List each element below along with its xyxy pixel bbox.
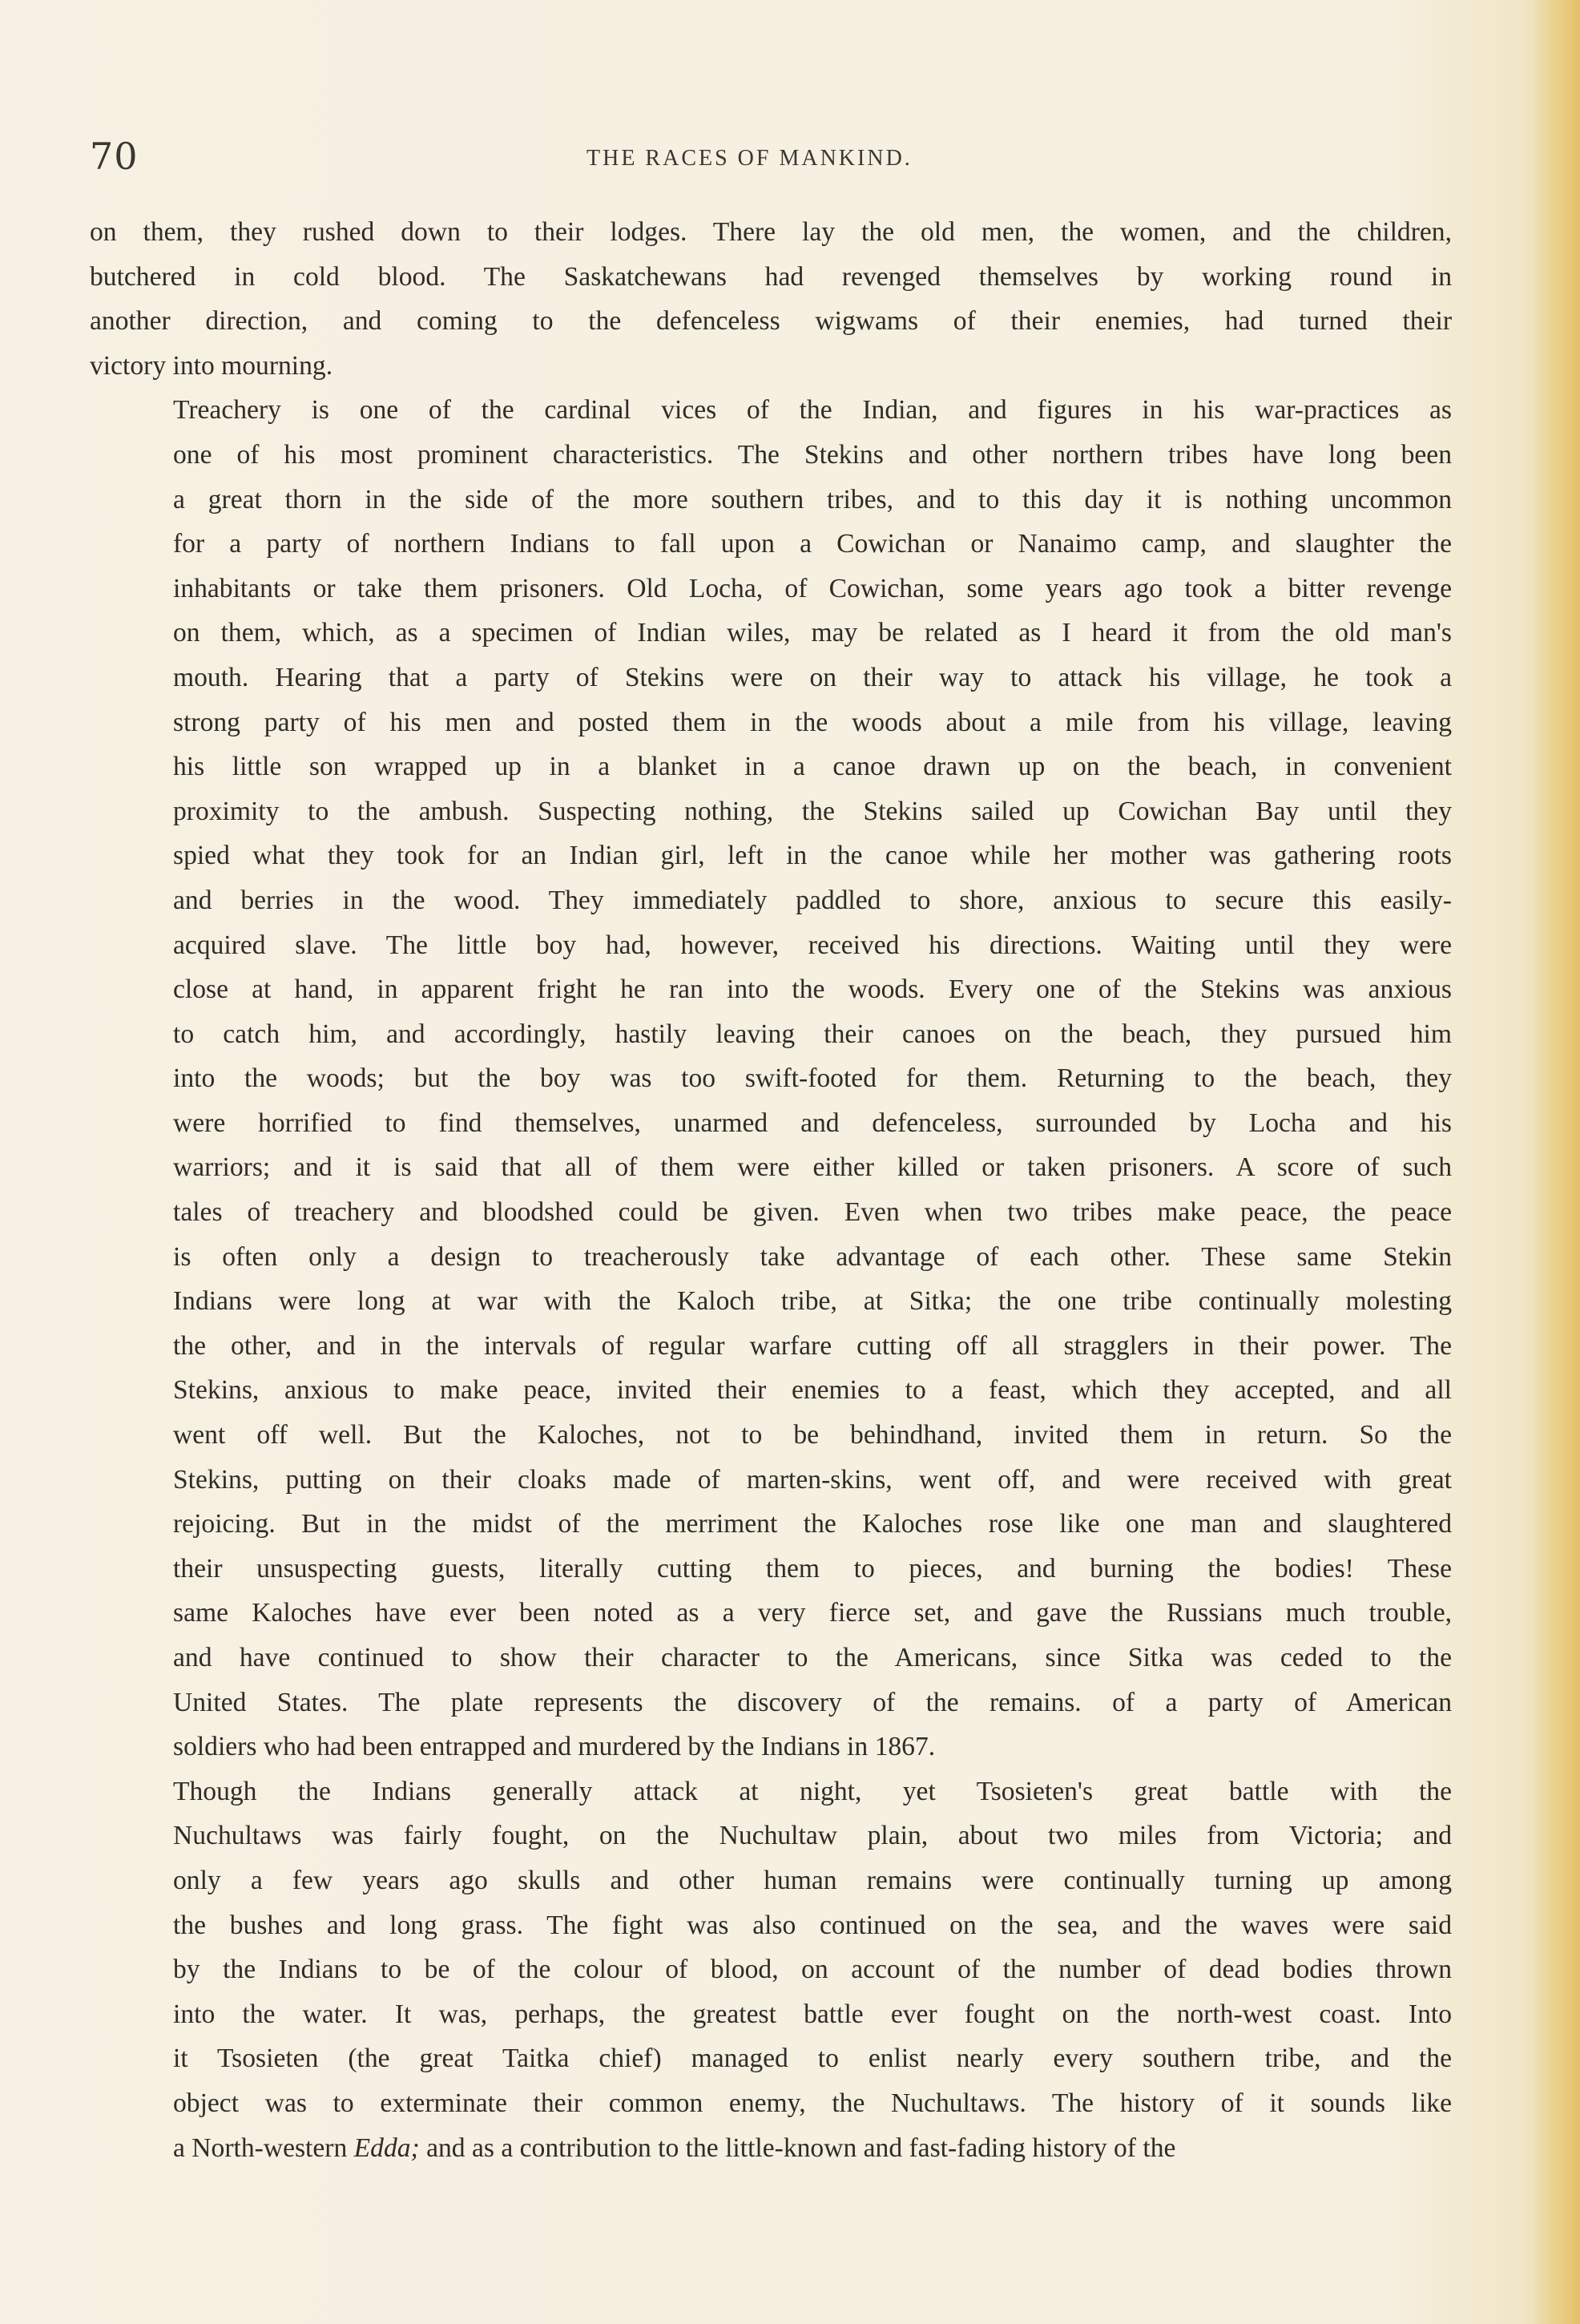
body-text: [90, 210, 1452, 2170]
text-line: and have continued to show their character to the Americans, since Sitka was ceded to the: [173, 1643, 1452, 1672]
text-line: warriors; and it is said that all of them were either killed or taken prisoners. A score of such: [173, 1152, 1452, 1183]
text-line: Treachery is one of the cardinal vices of the Indian, and figures in his war-practices as: [173, 395, 1452, 426]
text-line: Stekins, putting on their cloaks made of marten-skins, went off, and were received with great: [173, 1464, 1452, 1495]
text-line: soldiers who had been entrapped and murdered by the Indians in 1867.: [173, 1732, 936, 1762]
text-line: Indians were long at war with the Kaloch tribe, at Sitka; the one tribe continually molesting: [173, 1286, 1452, 1317]
text-line: into the water. It was, perhaps, the greatest battle ever fought on the north-west coast. Into: [173, 1999, 1452, 2029]
text-line: for a party of northern Indians to fall upon a Cowichan or Nanaimo camp, and slaughter the: [173, 529, 1452, 559]
text-line: spied what they took for an Indian girl, left in the canoe while her mother was gathering roots: [173, 841, 1452, 871]
text-line: on them, they rushed down to their lodges. There lay the old men, the women, and the children,: [90, 217, 1452, 247]
text-line: a North-western Edda; and as a contribution to the little-known and fast-fading history of the: [173, 2132, 1176, 2163]
text-line: his little son wrapped up in a blanket in a canoe drawn up on the beach, in convenient: [173, 752, 1452, 782]
text-line: their unsuspecting guests, literally cutting them to pieces, and burning the bodies! These: [173, 1553, 1452, 1584]
text-line: victory into mourning.: [90, 350, 333, 381]
text-line: to catch him, and accordingly, hastily leaving their canoes on the beach, they pursued him: [173, 1019, 1452, 1049]
text-line: strong party of his men and posted them in the woods about a mile from his village, leaving: [173, 707, 1452, 737]
text-line: by the Indians to be of the colour of blood, on account of the number of dead bodies thrown: [173, 1955, 1452, 1985]
text-line: another direction, and coming to the defenceless wigwams of their enemies, had turned their: [90, 306, 1452, 337]
text-line: the other, and in the intervals of regular warfare cutting off all stragglers in their power. The: [173, 1330, 1452, 1361]
text-line: inhabitants or take them prisoners. Old Locha, of Cowichan, some years ago took a bitter revenge: [173, 573, 1452, 603]
text-line: only a few years ago skulls and other human remains were continually turning up among: [173, 1865, 1452, 1895]
page-header: [90, 135, 1452, 183]
text-line: object was to exterminate their common enemy, the Nuchultaws. The history of it sounds like: [173, 2088, 1452, 2118]
page-number: 70: [90, 135, 139, 178]
text-line: butchered in cold blood. The Saskatchewans had revenged themselves by working round in: [90, 261, 1452, 292]
text-line: a great thorn in the side of the more southern tribes, and to this day it is nothing uncommon: [173, 484, 1452, 514]
text-line: Though the Indians generally attack at night, yet Tsosieten's great battle with the: [173, 1776, 1452, 1806]
text-line: it Tsosieten (the great Taitka chief) managed to enlist nearly every southern tribe, and the: [173, 2044, 1452, 2074]
text-line: into the woods; but the boy was too swift-footed for them. Returning to the beach, they: [173, 1063, 1452, 1094]
text-line: acquired slave. The little boy had, however, received his directions. Waiting until they were: [173, 930, 1452, 960]
paragraph-3: [90, 1769, 1452, 2170]
text-line: same Kaloches have ever been noted as a very fierce set, and gave the Russians much trouble,: [173, 1598, 1452, 1628]
paragraph-1: [90, 210, 1452, 388]
page-edge-discoloration: [1534, 0, 1580, 2324]
text-line: were horrified to find themselves, unarmed and defenceless, surrounded by Locha and his: [173, 1108, 1452, 1138]
text-line: one of his most prominent characteristics. The Stekins and other northern tribes have long been: [173, 439, 1452, 470]
text-line: Nuchultaws was fairly fought, on the Nuchultaw plain, about two miles from Victoria; and: [173, 1821, 1452, 1851]
text-line: rejoicing. But in the midst of the merriment the Kaloches rose like one man and slaughtered: [173, 1509, 1452, 1539]
text-line: United States. The plate represents the discovery of the remains. of a party of American: [173, 1687, 1452, 1717]
text-line: went off well. But the Kaloches, not to be behindhand, invited them in return. So the: [173, 1420, 1452, 1450]
text-line: tales of treachery and bloodshed could be given. Even when two tribes make peace, the peace: [173, 1197, 1452, 1228]
text-line: close at hand, in apparent fright he ran into the woods. Every one of the Stekins was anxious: [173, 974, 1452, 1005]
text-line: is often only a design to treacherously take advantage of each other. These same Stekin: [173, 1241, 1452, 1272]
text-line: on them, which, as a specimen of Indian wiles, may be related as I heard it from the old man's: [173, 618, 1452, 648]
running-head: THE RACES OF MANKIND.: [586, 146, 913, 171]
text-line: the bushes and long grass. The fight was also continued on the sea, and the waves were said: [173, 1910, 1452, 1940]
text-line: and berries in the wood. They immediately paddled to shore, anxious to secure this easily-: [173, 885, 1452, 915]
paragraph-2: [90, 388, 1452, 1769]
text-line: Stekins, anxious to make peace, invited their enemies to a feast, which they accepted, and all: [173, 1375, 1452, 1406]
text-line: mouth. Hearing that a party of Stekins were on their way to attack his village, he took a: [173, 662, 1452, 692]
text-line: proximity to the ambush. Suspecting nothing, the Stekins sailed up Cowichan Bay until they: [173, 796, 1452, 826]
